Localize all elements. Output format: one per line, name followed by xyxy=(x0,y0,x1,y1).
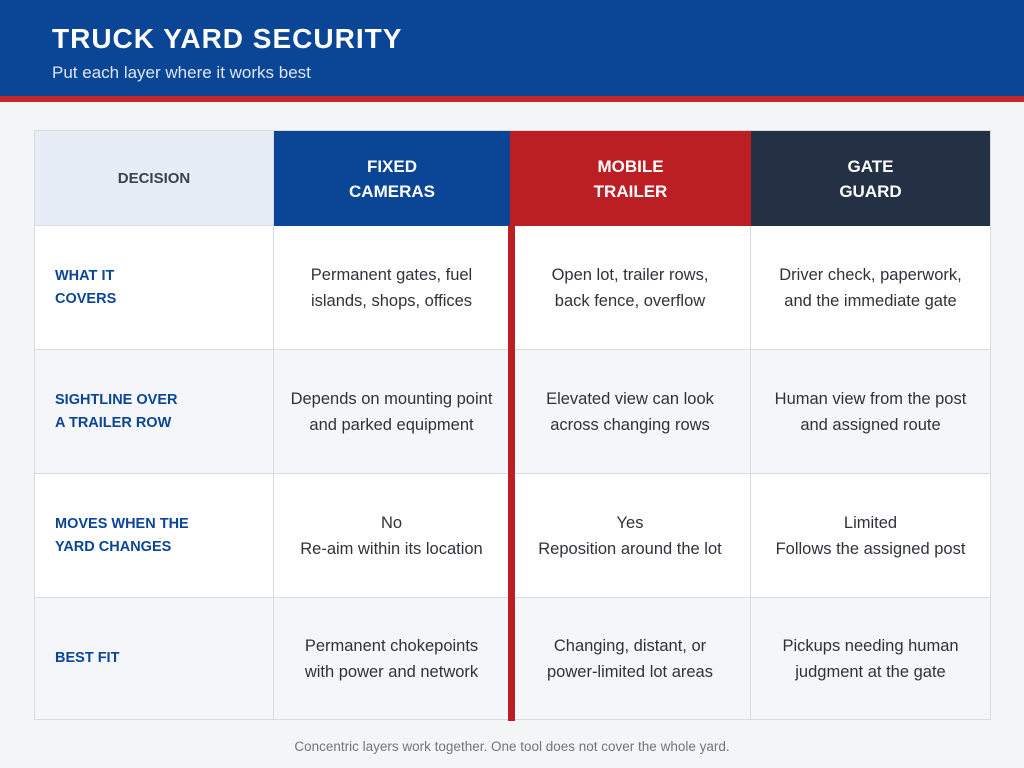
column-header-line: MOBILE xyxy=(597,156,664,176)
cell-line: Permanent gates, fuel xyxy=(310,265,473,284)
column-header-line: CAMERAS xyxy=(349,181,435,201)
page-title: TRUCK YARD SECURITY xyxy=(52,23,403,54)
header-accent-stripe xyxy=(0,96,1024,102)
cell-line: Open lot, trailer rows, xyxy=(551,265,709,284)
table-cell xyxy=(751,474,990,598)
cell-line: Re-aim within its location xyxy=(300,539,483,558)
table-cell xyxy=(510,226,751,350)
column-header-line: FIXED xyxy=(366,156,418,176)
decision-header xyxy=(35,131,274,226)
row-label-moves-when-yard-changes xyxy=(35,474,274,598)
table-cell xyxy=(274,226,510,350)
cell-line: islands, shops, offices xyxy=(310,291,473,310)
cell-line: and assigned route xyxy=(800,415,941,434)
footer-note: Concentric layers work together. One tool does not cover the whole yard. xyxy=(294,739,730,754)
cell-line: Reposition around the lot xyxy=(538,539,722,558)
table-cell xyxy=(274,350,510,474)
column-header-mobile-trailer xyxy=(510,131,751,226)
cell-line: Yes xyxy=(616,513,644,532)
cell-line: Pickups needing human xyxy=(782,636,959,655)
row-label-what-it-covers xyxy=(35,226,274,350)
cell-line: with power and network xyxy=(304,662,479,681)
page-subtitle: Put each layer where it works best xyxy=(52,63,311,82)
cell-line: Driver check, paperwork, xyxy=(779,265,962,284)
column-header-line: TRAILER xyxy=(593,181,668,201)
table-cell xyxy=(274,598,510,719)
column-header-line: GATE xyxy=(847,156,894,176)
cell-line: across changing rows xyxy=(550,415,710,434)
cell-line: Changing, distant, or xyxy=(553,636,707,655)
table-cell xyxy=(751,226,990,350)
cell-line: Limited xyxy=(843,513,898,532)
column-header-gate-guard xyxy=(751,131,990,226)
cell-line: Permanent chokepoints xyxy=(304,636,479,655)
table-cell xyxy=(751,350,990,474)
cell-line: Depends on mounting point xyxy=(290,389,493,408)
row-label-line: MOVES WHEN THE xyxy=(55,515,189,532)
cell-line: Follows the assigned post xyxy=(775,539,966,558)
cell-line: Elevated view can look xyxy=(546,389,714,408)
row-label-line: SIGHTLINE OVER xyxy=(55,391,178,408)
cell-line: judgment at the gate xyxy=(795,662,946,681)
cell-line: No xyxy=(380,513,403,532)
table-cell xyxy=(510,598,751,719)
row-label-line: WHAT IT xyxy=(55,267,115,284)
row-label-line: BEST FIT xyxy=(55,650,120,666)
row-label-best-fit xyxy=(35,598,274,719)
cell-line: and parked equipment xyxy=(309,415,474,434)
decision-header-label: DECISION xyxy=(117,169,191,187)
mobile-trailer-highlight-line xyxy=(508,225,515,721)
cell-line: and the immediate gate xyxy=(784,291,957,310)
row-label-line: COVERS xyxy=(55,290,117,307)
cell-line: Human view from the post xyxy=(774,389,967,408)
row-label-line: A TRAILER ROW xyxy=(55,414,172,431)
table-cell xyxy=(510,474,751,598)
row-label-sightline xyxy=(35,350,274,474)
cell-line: back fence, overflow xyxy=(554,291,706,310)
table-cell xyxy=(510,350,751,474)
table-cell xyxy=(274,474,510,598)
row-label-line: YARD CHANGES xyxy=(55,538,172,555)
table-cell xyxy=(751,598,990,719)
cell-line: power-limited lot areas xyxy=(547,662,713,681)
column-header-line: GUARD xyxy=(839,181,902,201)
column-header-fixed-cameras xyxy=(274,131,510,226)
